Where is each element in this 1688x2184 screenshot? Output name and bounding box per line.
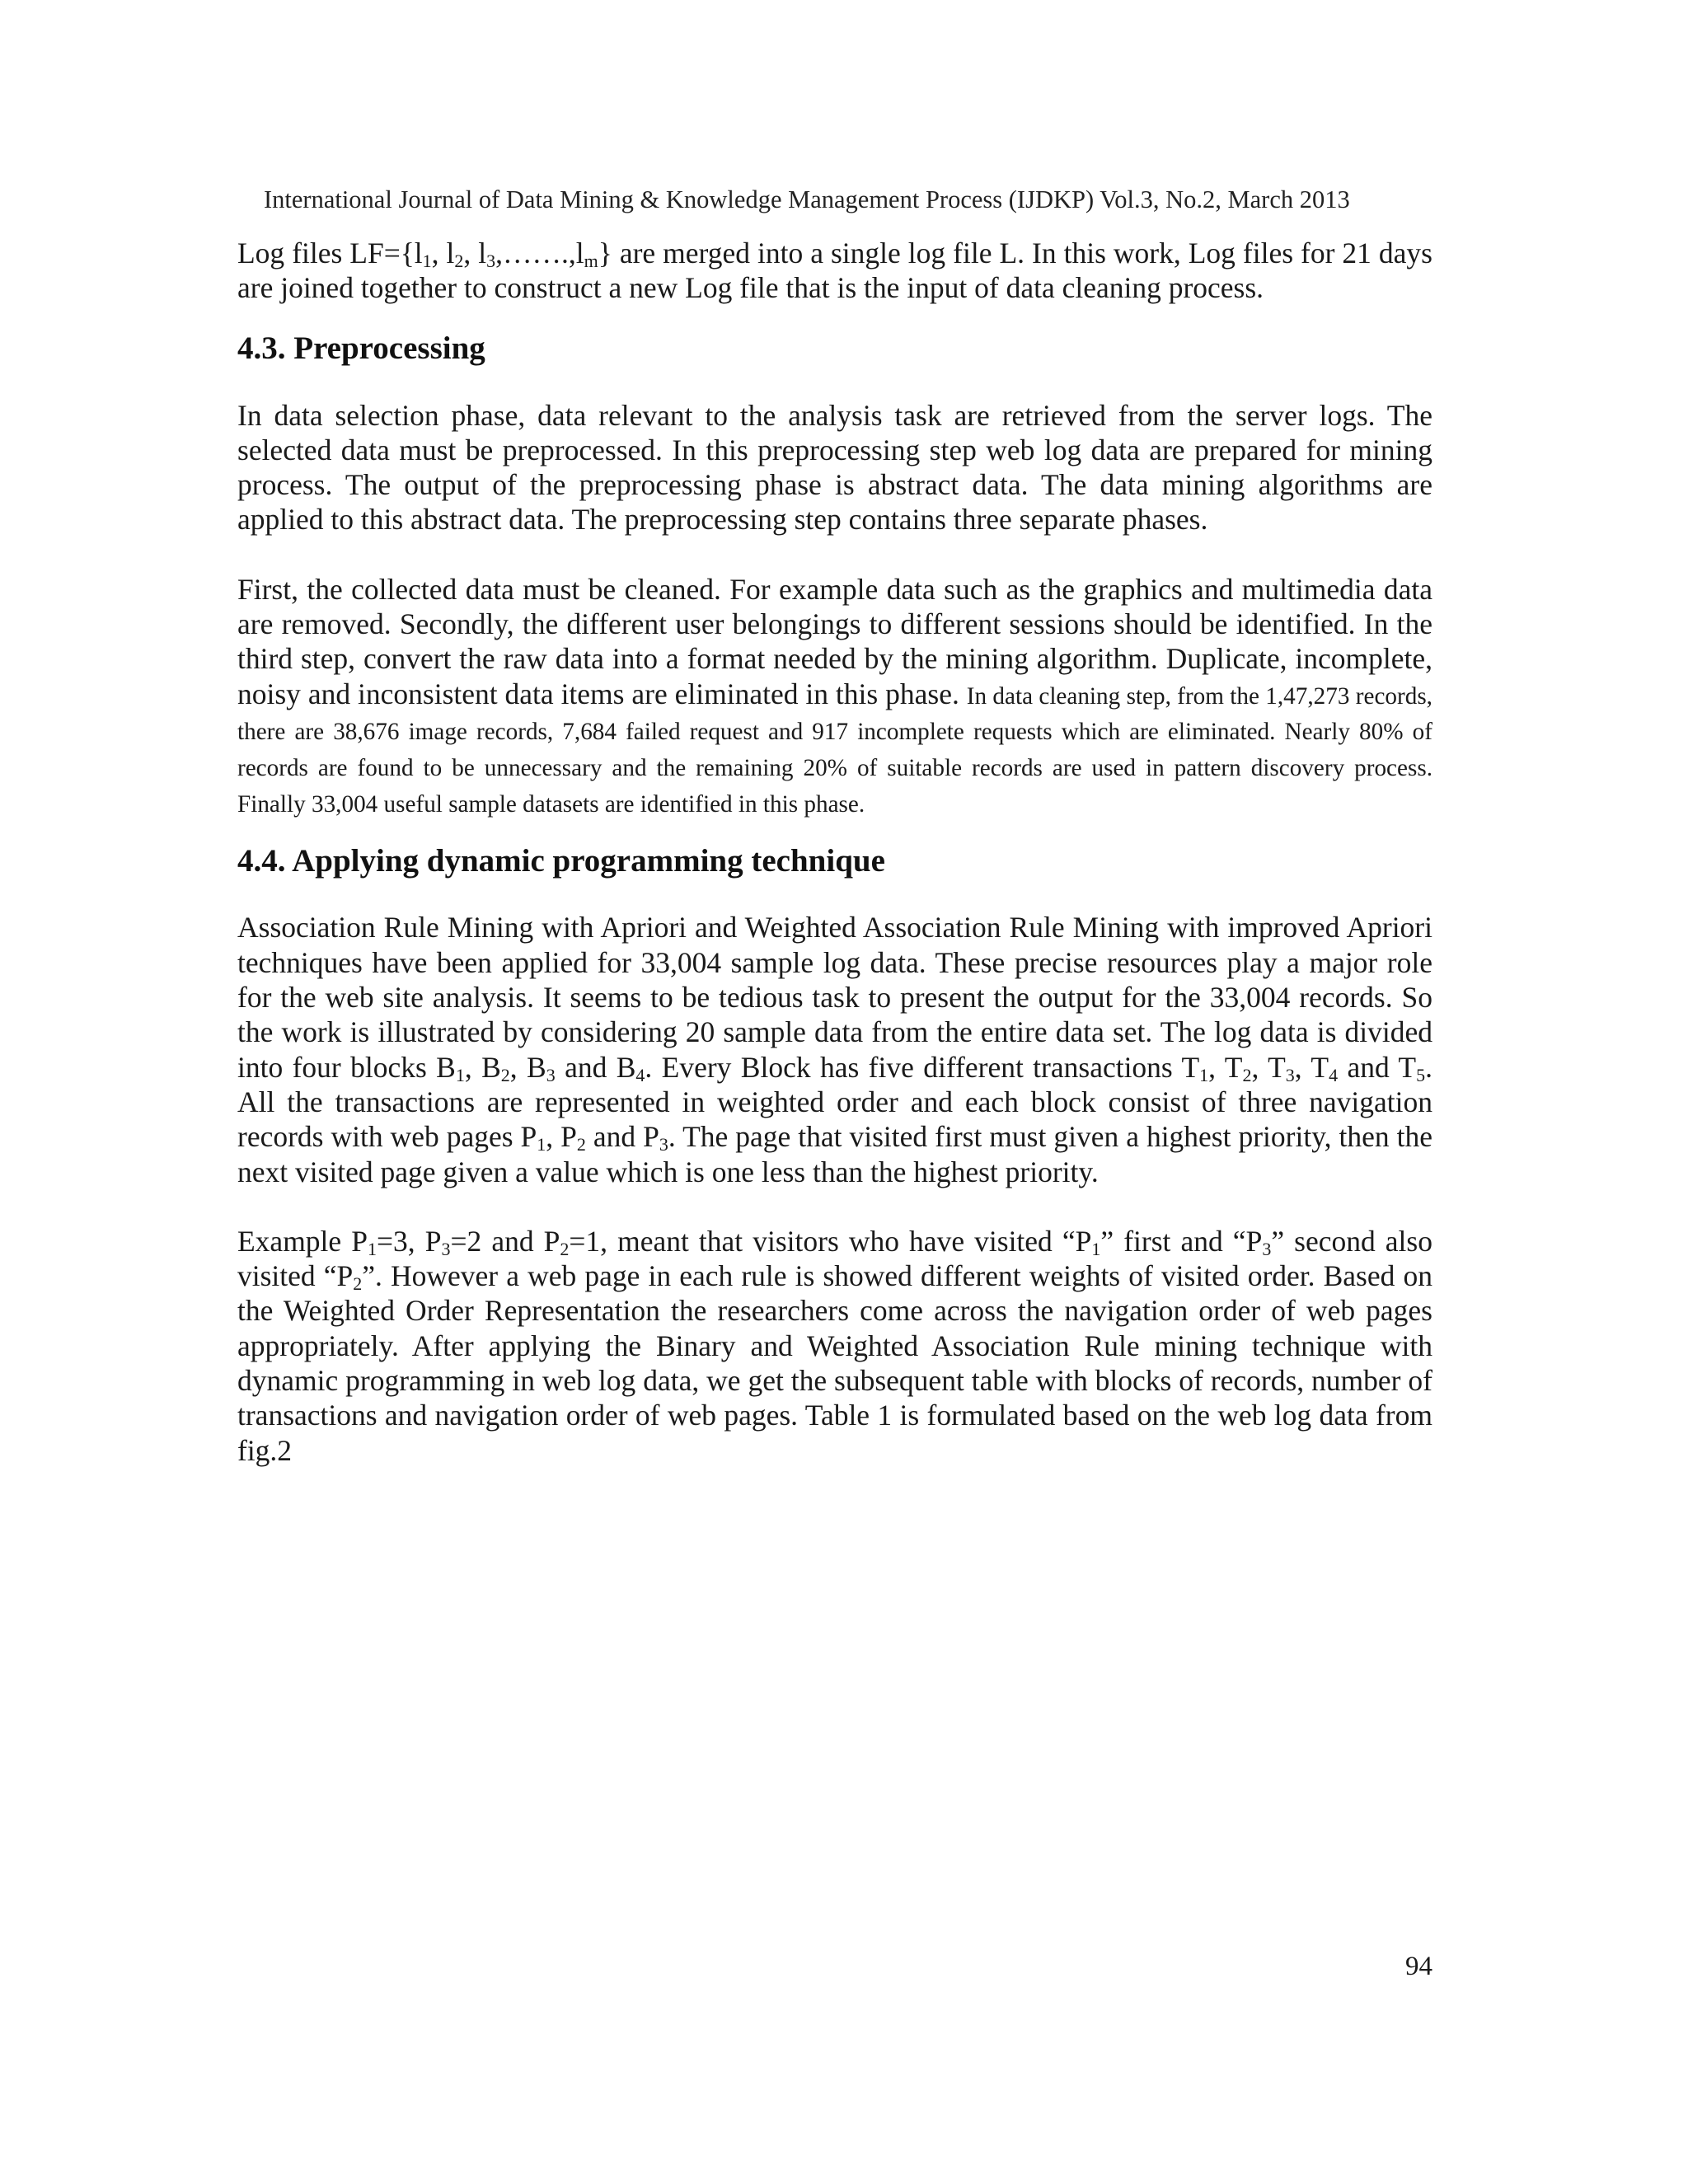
section-heading-preprocessing: 4.3. Preprocessing xyxy=(237,330,485,366)
page-content xyxy=(237,236,1432,1468)
running-header: International Journal of Data Mining & Knowledge Management Process (IJDKP) Vol.3, No.2, March 2013 xyxy=(264,185,1350,213)
preprocessing-small-text: In data cleaning step, from the 1,47,273 records, there are 38,676 image records, 7,684 failed request and 917 incomplete requests which are eliminated. Nearly 80% of records are found to be unnecessary and the remaining 20% of suitable records are used in pattern discovery process. Finally 33,004 useful sample datasets are identified in this phase. xyxy=(237,682,1432,818)
page-number: 94 xyxy=(1405,1952,1432,1981)
intro-paragraph: Log files $LF=\{l_1$, $l_2$, $l_3,\dots\dots.,l_m$} are merged into a single log file L. In this work, Log files for 21 days are joined together to construct a new Log file that is the input of data cleaning process. xyxy=(237,237,1433,305)
dynamic-programming-paragraph-2: Example $P_1=3$, $P_3=2$ and $P_2=1$, meant that visitors who have visited “$P_1$” first and “$P_3$” second also visited “$P_2$”. However a web page in each rule is showed different weights of visited order. Based on the Weighted Order Representation the researchers come across the navigation order of web pages appropriately. After applying the Binary and Weighted Association Rule mining technique with dynamic programming in web log data, we get the subsequent table with blocks of records, number of transactions and navigation order of web pages. Table 1 is formulated based on the web log data from fig.2 xyxy=(237,1224,1432,1467)
section-heading-dynamic-programming: 4.4. Applying dynamic programming technique xyxy=(237,843,885,879)
preprocessing-paragraph-1: In data selection phase, data relevant to the analysis task are retrieved from the server logs. The selected data must be preprocessed. In this preprocessing step web log data are prepared for mining process. The output of the preprocessing phase is abstract data. The data mining algorithms are applied to this abstract data. The preprocessing step contains three separate phases. xyxy=(237,398,1432,537)
preprocessing-paragraph-2: First, the collected data must be cleaned. For example data such as the graphics and multimedia data are removed. Secondly, the different user belongings to different sessions should be identified. In the third step, convert the raw data into a format needed by the mining algorithm. Duplicate, incomplete, noisy and inconsistent data items are eliminated in this phase. In data cleaning step, from the 1,47,273 records, there are 38,676 image records, 7,684 failed request and 917 incomplete requests which are eliminated. Nearly 80% of records are found to be unnecessary and the remaining 20% of suitable records are used in pattern discovery process. Finally 33,004 useful sample datasets are identified in this phase. xyxy=(237,572,1432,818)
dynamic-programming-paragraph-1: Association Rule Mining with Apriori and Weighted Association Rule Mining with improved Apriori techniques have been applied for 33,004 sample log data. These precise resources play a major role for the web site analysis. It seems to be tedious task to present the output for the 33,004 records. So the work is illustrated by considering 20 sample data from the entire data set. The log data is divided into four blocks $B_1$, $B_2$, $B_3$ and $B_4$. Every Block has five different transactions $T_1$, $T_2$, $T_3$, $T_4$ and $T_5$. All the transactions are represented in weighted order and each block consist of three navigation records with web pages $P_1$, $P_2$ and $P_3$. The page that visited first must given a highest priority, then the next visited page given a value which is one less than the highest priority. xyxy=(237,911,1432,1188)
